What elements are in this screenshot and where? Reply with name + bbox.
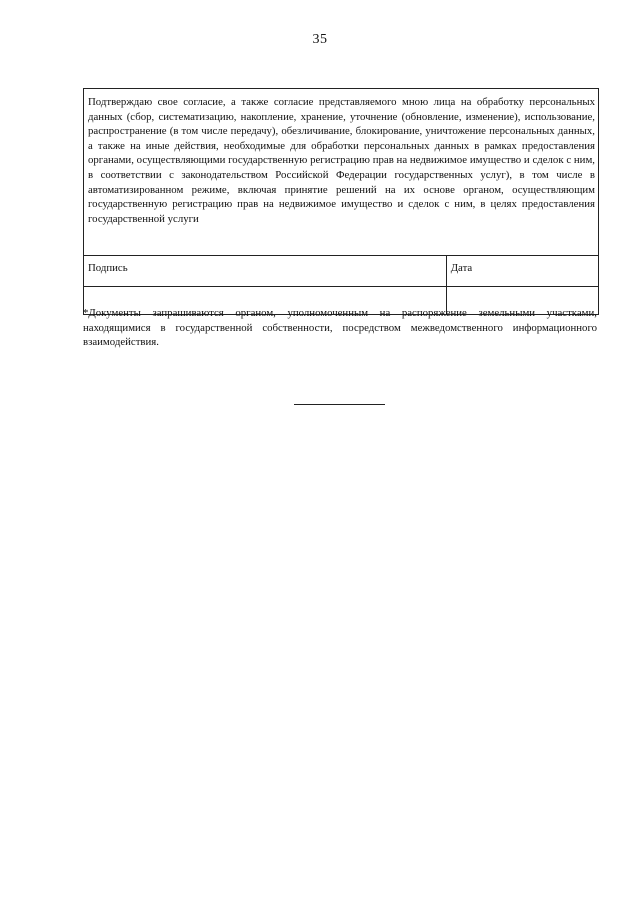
page-number: 35 [312, 32, 328, 47]
consent-text: Подтверждаю свое согласие, а также согласие представляемого мною лица на обработку персональных данных (сбор, систематизацию, накопление, хранение, уточнение (обновление, изменение), использование, распространение (в том числе передачу), обезличивание, блокирование, уничтожение персональных данных, а также на иные действия, необходимые для обработки персональных данных в рамках предоставления органами, осуществляющими государственную регистрацию прав на недвижимое имущество и сделок с ним, в соответствии с законодательством Российской Федерации государственных услуг), в том числе в автоматизированном режиме, включая принятие решений на их основе органом, осуществляющим государственную регистрацию прав на недвижимое имущество и сделок с ним, в целях предоставления государственной услуги [84, 89, 599, 256]
label-row [84, 256, 599, 287]
signature-label: Подпись [84, 256, 447, 287]
date-label: Дата [446, 256, 598, 287]
consent-row [84, 89, 599, 256]
footnote: *Документы запрашиваются органом, уполномоченным на распоряжение земельными участками, находящимися в государственной собственности, посредством межведомственного информационного взаимодействия. [83, 307, 597, 349]
closing-rule [294, 404, 385, 405]
consent-table [83, 88, 599, 315]
